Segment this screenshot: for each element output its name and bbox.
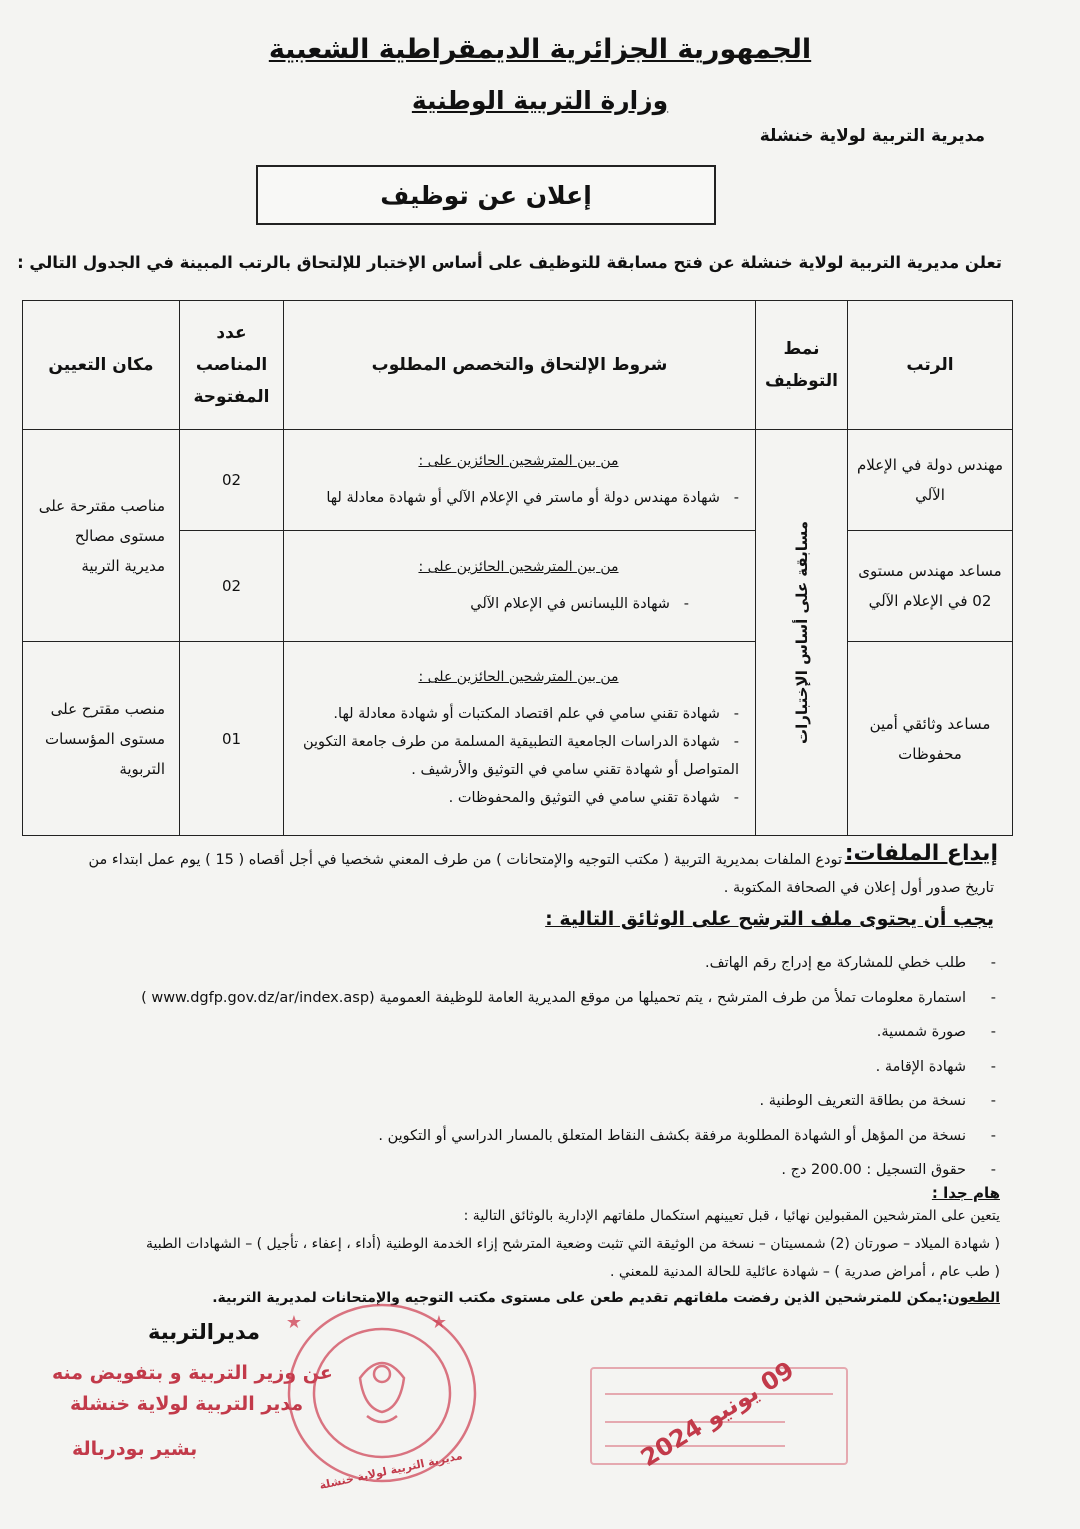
- documents-list: [96, 946, 996, 1188]
- round-stamp-text: مديرية التربية لولاية خنشلة: [318, 1448, 464, 1493]
- republic-heading: الجمهورية الجزائرية الديمقراطية الشعبية: [268, 34, 812, 65]
- conditions-cell: [284, 430, 756, 531]
- svg-text:★: ★: [430, 1312, 447, 1333]
- header-place: مكان التعيين: [23, 301, 180, 430]
- mode-cell: [756, 430, 848, 836]
- important-line-2: ( شهادة الميلاد – صورتان (2) شمسيتان – نسخة من الوثيقة التي تثبت وضعية المترشح إزاء الخدمة الوطنية (أداء ، إعفاء ، تأجيل ) – الشهادات الطبية: [146, 1236, 1000, 1252]
- conditions-cell: [284, 642, 756, 836]
- director-title: مديرالتربية: [148, 1320, 260, 1344]
- place-cell: منصب مقترح على مستوى المؤسسات التربوية: [23, 642, 180, 836]
- header-rank: الرتب: [848, 301, 1013, 430]
- intro-text: تعلن مديرية التربية لولاية خنشلة عن فتح مسابقة للتوظيف على أساس الإختبار للإلتحاق بالرتب المبينة في الجدول التالي :: [17, 253, 1002, 272]
- positions-cell: 01: [180, 642, 284, 836]
- deposit-text: تودع الملفات بمديرية التربية ( مكتب التوجيه والإمتحانات ) من طرف المعني شخصيا في أجل أقصاه ( 15 ) يوم عمل ابتداء من: [88, 852, 842, 868]
- header-mode: نمط التوظيف: [756, 301, 848, 430]
- rank-cell: مهندس دولة في الإعلام الآلي: [848, 430, 1013, 531]
- important-line-1: يتعين على المترشحين المقبولين نهائيا ، قبل تعيينهم استكمال ملفاتهم الإدارية بالوثائق التالية :: [463, 1208, 1000, 1224]
- signature-line-2: مدير التربية لولاية خنشلة: [70, 1393, 304, 1415]
- list-item: - نسخة من المؤهل أو الشهادة المطلوبة مرفقة بكشف النقاط المتعلق بالمسار الدراسي أو التكوين .: [96, 1119, 996, 1154]
- rank-cell: مساعد وثائقي أمين محفوظات: [848, 642, 1013, 836]
- table-row: [23, 642, 1013, 836]
- announcement-title-box: [256, 165, 716, 225]
- directorate-label: مديرية التربية لولاية خنشلة: [759, 126, 985, 146]
- mode-vertical-text: مسابقة على أساس الإختبارات: [792, 521, 811, 744]
- list-item: - استمارة معلومات تملأ من طرف المترشح ، يتم تحميلها من موقع المديرية العامة للوظيفة العمومية (www.dgfp.gov.dz/ar/index.asp ): [96, 981, 996, 1016]
- appeal-label: الطعون: [947, 1290, 1000, 1306]
- list-item: - طلب خطي للمشاركة مع إدراج رقم الهاتف.: [96, 946, 996, 981]
- condition-item: - شهادة الليسانس في الإعلام الآلي: [470, 595, 689, 612]
- signature-line-1: عن وزير التربية و بتفويض منه: [52, 1362, 333, 1384]
- appeal-body: :يمكن للمترشحين الذين رفضت ملفاتهم تقديم طعن على مستوى مكتب التوجيه والإمتحانات لمديرية التربية.: [212, 1290, 948, 1306]
- recruitment-table: [22, 300, 1013, 836]
- ministry-heading: وزارة التربية الوطنية: [411, 86, 669, 115]
- conditions-heading: من بين المترشحين الحائزين على :: [418, 669, 619, 686]
- stamp-date: 09 يونيو 2024: [635, 1355, 799, 1473]
- conditions-cell: [284, 531, 756, 642]
- condition-item: - شهادة الدراسات الجامعية التطبيقية المسلمة من طرف جامعة التكوين المتواصل أو شهادة تقني سامي في التوثيق والأرشيف .: [302, 733, 739, 779]
- table-row: [23, 430, 1013, 531]
- conditions-heading: من بين المترشحين الحائزين على :: [418, 453, 619, 470]
- list-item: - حقوق التسجيل : 200.00 دج .: [96, 1153, 996, 1188]
- condition-item: - شهادة تقني سامي في التوثيق والمحفوظات .: [448, 790, 739, 807]
- svg-text:★: ★: [285, 1312, 302, 1333]
- condition-item: - شهادة تقني سامي في علم اقتصاد المكتبات أو شهادة معادلة لها.: [333, 705, 739, 722]
- important-line-3: ( طب عام ، أمراض صدرية ) – شهادة عائلية للحالة المدنية للمعني .: [610, 1264, 1000, 1280]
- table-header-row: [23, 301, 1013, 430]
- positions-cell: 02: [180, 531, 284, 642]
- deposit-text-2: تاريخ صدور أول إعلان في الصحافة المكتوبة .: [723, 880, 994, 896]
- signature-name: بشير بودربالة: [72, 1438, 198, 1460]
- announcement-title: إعلان عن توظيف: [380, 180, 592, 210]
- positions-cell: 02: [180, 430, 284, 531]
- conditions-heading: من بين المترشحين الحائزين على :: [418, 559, 619, 576]
- place-cell: مناصب مقترحة على مستوى مصالح مديرية التربية: [23, 430, 180, 642]
- list-item: - شهادة الإقامة .: [96, 1050, 996, 1085]
- header-conditions: شروط الإلتحاق والتخصص المطلوب: [284, 301, 756, 430]
- list-item: - نسخة من بطاقة التعريف الوطنية .: [96, 1084, 996, 1119]
- rank-cell: مساعد مهندس مستوى 02 في الإعلام الآلي: [848, 531, 1013, 642]
- important-title: هام جدا :: [931, 1184, 1000, 1202]
- deposit-title: إيداع الملفات:: [844, 841, 998, 866]
- condition-item: - شهادة مهندس دولة أو ماستر في الإعلام الآلي أو شهادة معادلة لها: [326, 489, 739, 506]
- documents-title: يجب أن يحتوى ملف الترشح على الوثائق التالية :: [545, 908, 994, 930]
- list-item: - صورة شمسية.: [96, 1015, 996, 1050]
- header-positions: عدد المناصب المفتوحة: [180, 301, 284, 430]
